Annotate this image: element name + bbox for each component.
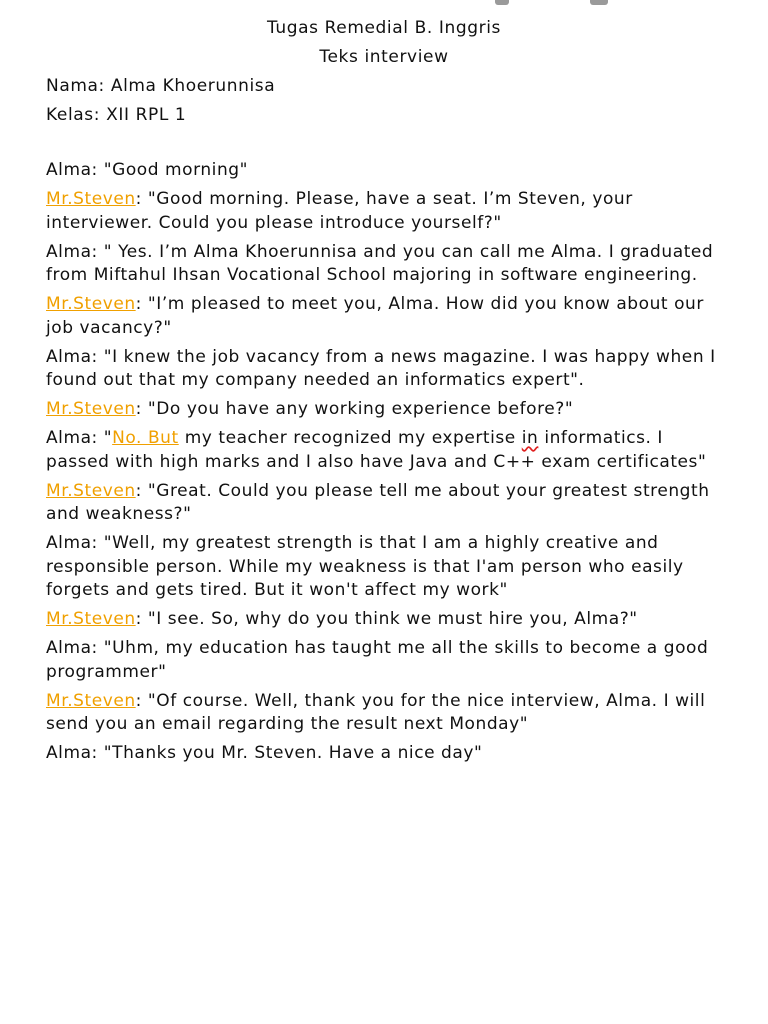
dialog-line-steven (46, 398, 722, 422)
dialog-line-steven (46, 608, 722, 632)
dialog-line-alma (46, 742, 722, 766)
dialog-text: informatics. I passed with high marks and I also have Java and C++ exam certificates" (46, 428, 707, 472)
dialog-text: my teacher recognized my expertise (178, 428, 522, 448)
highlighted-text: No. But (112, 428, 179, 448)
student-name: Nama: Alma Khoerunnisa (46, 76, 276, 96)
dialog-text: "Great. Could you please tell me about your greatest strength and weakness?" (46, 480, 710, 524)
speaker-alma: Alma (46, 241, 92, 262)
dialog-line-steven (46, 188, 722, 235)
dialog-text: " Yes. I’m Alma Khoerunnisa and you can call me Alma. I graduated from Miftahul Ihsan Vocational School majoring in software engineering. (46, 241, 714, 285)
dialog-line-alma (46, 532, 722, 603)
speaker-alma: Alma (46, 533, 92, 553)
speaker-steven: Mr.Steven (46, 189, 136, 209)
speaker-steven: Mr.Steven (46, 294, 136, 314)
speaker-alma: Alma (46, 346, 92, 367)
speaker-steven: Mr.Steven (46, 399, 136, 419)
speaker-steven: Mr.Steven (46, 480, 136, 501)
dialog-text: "I see. So, why do you think we must hire you, Alma?" (147, 609, 638, 629)
dialog-text: "I knew the job vacancy from a news magazine. I was happy when I found out that my company needed an informatics expert". (46, 346, 716, 390)
dialog-line-alma (46, 346, 722, 393)
top-edge-mark (495, 0, 509, 5)
document-page (0, 14, 768, 771)
speaker-separator: : (135, 294, 148, 314)
speaker-separator: : (135, 480, 148, 501)
dialog-text: "Good morning. Please, have a seat. I’m Steven, your interviewer. Could you please introduce yourself?" (46, 189, 633, 233)
dialog-line-steven (46, 480, 722, 527)
speaker-separator: : (135, 609, 148, 629)
speaker-steven: Mr.Steven (46, 609, 136, 629)
spacer (0, 130, 768, 159)
dialog-text: "Thanks you Mr. Steven. Have a nice day" (103, 743, 483, 763)
dialog-text: "Do you have any working experience before?" (147, 399, 574, 419)
speaker-separator: : (135, 189, 148, 209)
speaker-separator: : (91, 241, 104, 262)
dialog-text: "Good morning" (103, 160, 248, 180)
dialog-text: "Well, my greatest strength is that I am a highly creative and responsible person. While my weakness is that I'am person who easily forgets and gets tired. But it won't affect my work" (46, 533, 684, 600)
interview-dialog (46, 159, 722, 766)
dialog-line-steven (46, 690, 722, 737)
speaker-separator: : (135, 399, 148, 419)
speaker-separator: : (91, 638, 104, 658)
dialog-line-alma (46, 159, 722, 183)
speaker-separator: : (91, 428, 104, 448)
speaker-alma: Alma (46, 428, 92, 448)
document-subtitle: Teks interview (319, 47, 449, 67)
speaker-alma: Alma (46, 743, 92, 763)
dialog-text: "I’m pleased to meet you, Alma. How did you know about our job vacancy?" (46, 294, 704, 338)
speaker-separator: : (91, 743, 104, 763)
dialog-text: "Of course. Well, thank you for the nice interview, Alma. I will send you an email regarding the result next Monday" (46, 690, 706, 734)
top-edge-marks (0, 0, 768, 6)
speaker-alma: Alma (46, 638, 92, 658)
dialog-line-steven (46, 293, 722, 340)
speaker-alma: Alma (46, 160, 92, 180)
top-edge-mark (590, 0, 608, 5)
spellcheck-flagged-word: in (521, 428, 539, 448)
speaker-separator: : (91, 533, 104, 553)
speaker-separator: : (91, 346, 104, 367)
dialog-text-open-quote: " (103, 428, 113, 448)
dialog-line-alma (46, 637, 722, 684)
student-class: Kelas: XII RPL 1 (46, 105, 187, 125)
dialog-line-alma (46, 427, 722, 474)
dialog-line-alma (46, 241, 722, 288)
document-title: Tugas Remedial B. Inggris (266, 18, 502, 38)
speaker-steven: Mr.Steven (46, 690, 136, 711)
speaker-separator: : (135, 690, 148, 711)
dialog-text: "Uhm, my education has taught me all the skills to become a good programmer" (46, 638, 709, 682)
speaker-separator: : (91, 160, 104, 180)
